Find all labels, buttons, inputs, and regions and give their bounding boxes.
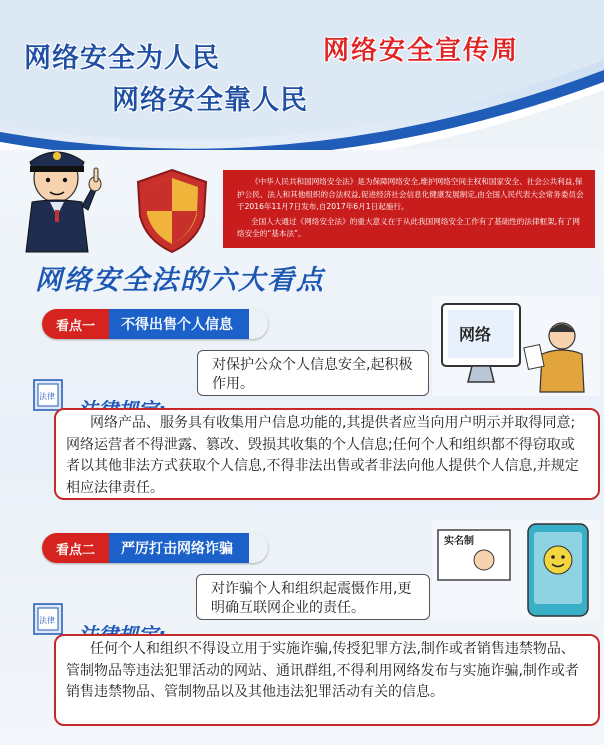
point-2-tag: 看点二 [42, 533, 109, 563]
slogan-line-1: 网络安全为人民 [24, 43, 220, 74]
point-1-law-text: 网络产品、服务具有收集用户信息功能的,其提供者应当向用户明示并取得同意;网络运营者不得泄露、篡改、毁损其收集的个人信息;任何个人和组织都不得窃取或者以其他非法方式获取个人信息,不得非法出售或者非法向他人提供个人信息,并规定相应法律责任。 [54, 408, 600, 500]
point-2-bubble: 对诈骗个人和组织起震慑作用,更明确互联网企业的责任。 [196, 574, 430, 620]
shield-icon [134, 168, 210, 254]
point-1-pill [42, 309, 268, 339]
law-book-icon [30, 600, 70, 638]
illustration-realname-label: 实名制 [444, 536, 474, 547]
point-2-pill [42, 533, 268, 563]
point-1-tag: 看点一 [42, 309, 109, 339]
law-book-label: 法律 [39, 392, 55, 401]
header [0, 0, 604, 150]
law-book-label: 法律 [39, 616, 55, 625]
phone-illustration [432, 520, 600, 620]
header-background [0, 0, 604, 150]
week-title: 网络安全宣传周 [323, 36, 520, 66]
intro-text-box [223, 170, 595, 248]
slogan-line-2: 网络安全靠人民 [112, 85, 308, 116]
section-title: 网络安全法的六大看点 [35, 265, 325, 296]
illustration-network-label: 网络 [459, 325, 492, 344]
point-2-law-text: 任何个人和组织不得设立用于实施诈骗,传授犯罪方法,制作或者销售违禁物品、管制物品等违法犯罪活动的网站、通讯群组,不得利用网络发布与实施诈骗,制作或者销售违禁物品、管制物品以及其他违法犯罪活动有关的信息。 [54, 634, 600, 726]
intro-paragraph-1: 《中华人民共和国网络安全法》是为保障网络安全,维护网络空间主权和国家安全、社会公共利益,保护公民、法人和其他组织的合法权益,促进经济社会信息化健康发展制定,由全国人民代表大会常务委员会于2016年11月7日发布,自2017年6月1日起施行。 [237, 177, 584, 211]
point-1-title: 不得出售个人信息 [109, 309, 249, 339]
point-1-bubble: 对保护公众个人信息安全,起积极作用。 [197, 350, 429, 396]
intro-paragraph-2: 全国人大通过《网络安全法》的重大意义在于从此我国网络安全工作有了基础性的法律框架,有了网络安全的“基本法”。 [237, 216, 580, 238]
computer-illustration [432, 296, 600, 396]
point-2-title: 严厉打击网络诈骗 [109, 533, 249, 563]
police-mascot-illustration [8, 140, 108, 260]
